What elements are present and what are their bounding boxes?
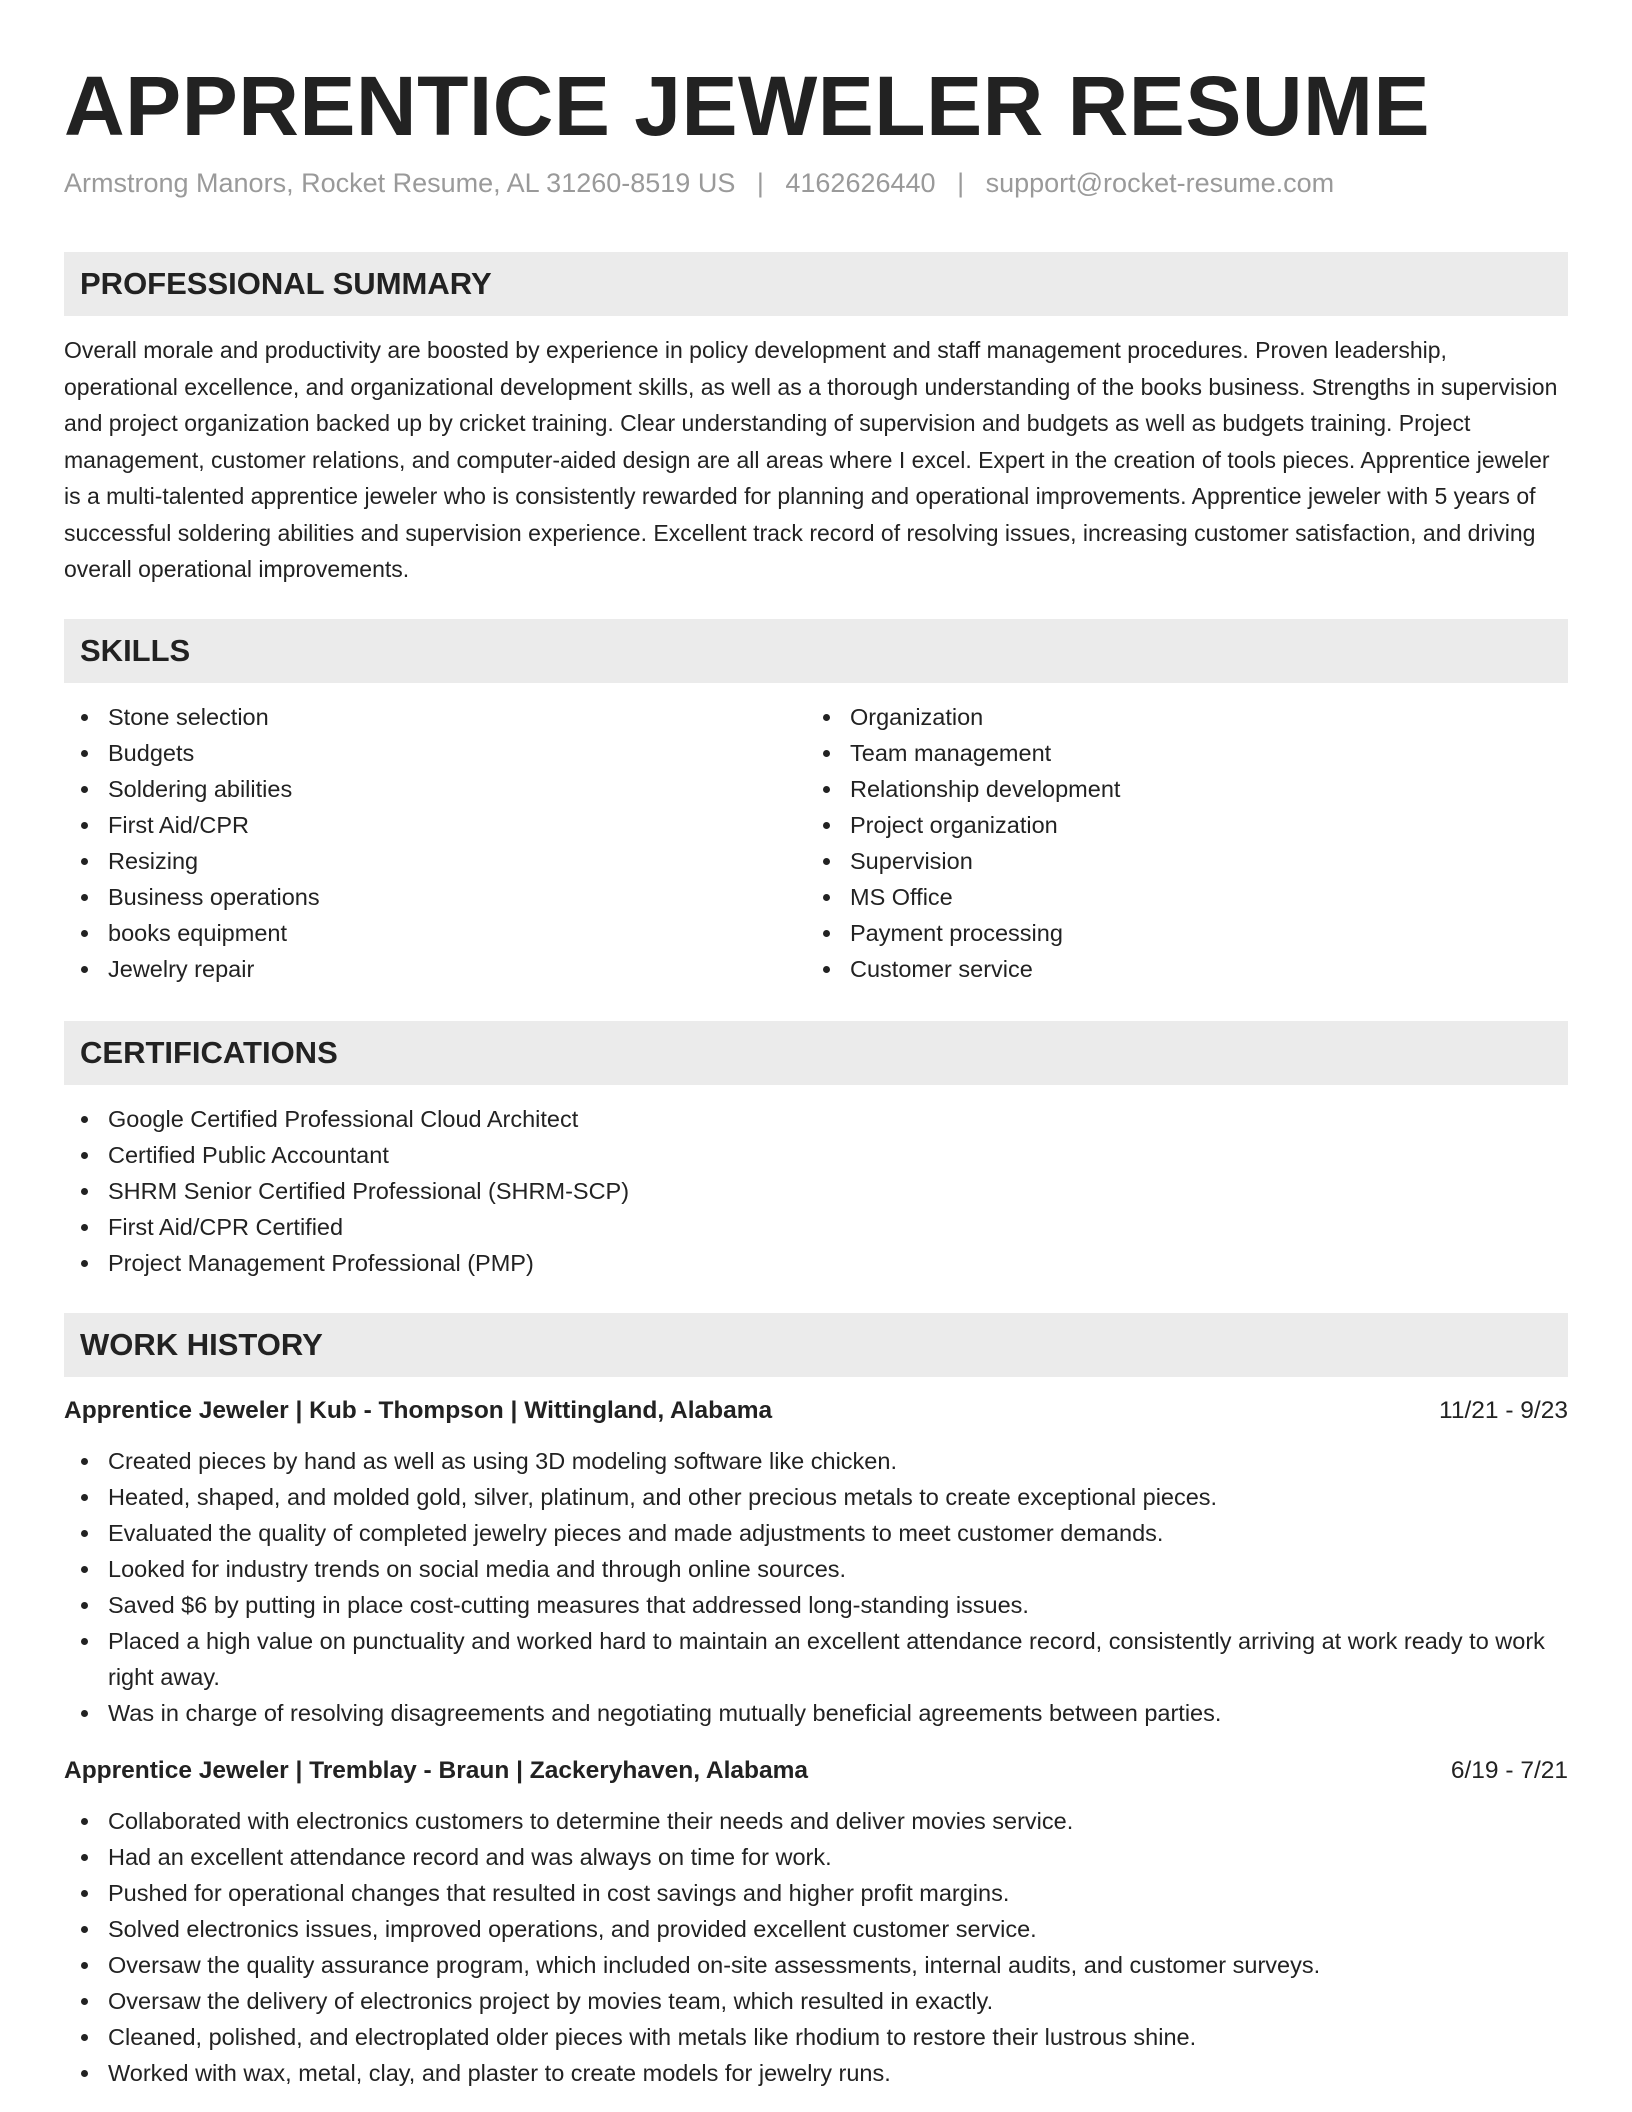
contact-email: support@rocket-resume.com [985,168,1335,198]
job-header [64,1397,1568,1425]
job-bullet: Oversaw the quality assurance program, which included on-site assessments, internal audits, and customer surveys. [64,1947,1568,1983]
job-bullet: Created pieces by hand as well as using 3D modeling software like chicken. [64,1443,1568,1479]
skill-item: Project organization [806,807,1548,843]
job-bullet: Evaluated the quality of completed jewelry pieces and made adjustments to meet customer demands. [64,1515,1568,1551]
skills-list-right [806,699,1548,987]
skill-item: Business operations [64,879,806,915]
skill-item: Jewelry repair [64,951,806,987]
job-bullet: Placed a high value on punctuality and worked hard to maintain an excellent attendance record, consistently arriving at work ready to work right away. [64,1623,1568,1695]
certification-item: Certified Public Accountant [64,1137,1568,1173]
work-history-section [64,1313,1568,2091]
certifications-section [64,1021,1568,1281]
certification-item: First Aid/CPR Certified [64,1209,1568,1245]
contact-separator: | [957,168,965,198]
job-bullet: Pushed for operational changes that resulted in cost savings and higher profit margins. [64,1875,1568,1911]
contact-phone: 4162626440 [785,168,936,198]
resume-title: APPRENTICE JEWELER RESUME [64,59,1431,153]
certification-item: Project Management Professional (PMP) [64,1245,1568,1281]
section-heading-work-history: WORK HISTORY [64,1313,1568,1377]
skill-item: Payment processing [806,915,1548,951]
skills-section [64,619,1568,987]
skill-item: Budgets [64,735,806,771]
skill-item: Team management [806,735,1548,771]
skill-item: Relationship development [806,771,1548,807]
contact-address: Armstrong Manors, Rocket Resume, AL 31260-8519 US [64,168,736,198]
job-bullet: Heated, shaped, and molded gold, silver, platinum, and other precious metals to create exceptional pieces. [64,1479,1568,1515]
summary-text: Overall morale and productivity are boosted by experience in policy development and staff management procedures. Proven leadership, operational excellence, and organizational development skills, as well as a thorough understanding of the books business. Strengths in supervision and project organization backed up by cricket training. Clear understanding of supervision and budgets as well as budgets training. Project management, customer relations, and computer-aided design are all areas where I excel. Expert in the creation of tools pieces. Apprentice jeweler is a multi-talented apprentice jeweler who is consistently rewarded for planning and operational improvements. Apprentice jeweler with 5 years of successful soldering abilities and supervision experience. Excellent track record of resolving issues, increasing customer satisfaction, and driving overall operational improvements. [64,337,1558,582]
job-dates: 11/21 - 9/23 [1439,1397,1568,1424]
skill-item: Stone selection [64,699,806,735]
job-bullet: Collaborated with electronics customers to determine their needs and deliver movies service. [64,1803,1568,1839]
job-bullet: Solved electronics issues, improved operations, and provided excellent customer service. [64,1911,1568,1947]
certifications-list [64,1101,1568,1281]
job-bullet: Had an excellent attendance record and was always on time for work. [64,1839,1568,1875]
section-heading-certifications: CERTIFICATIONS [64,1021,1568,1085]
section-heading-summary: PROFESSIONAL SUMMARY [64,252,1568,316]
skill-item: books equipment [64,915,806,951]
job-bullet: Looked for industry trends on social media and through online sources. [64,1551,1568,1587]
contact-line [64,168,1334,199]
job-header [64,1757,1568,1785]
skills-columns [64,699,1568,987]
skill-item: Organization [806,699,1548,735]
skill-item: Resizing [64,843,806,879]
job-bullets [64,1443,1568,1731]
job-dates: 6/19 - 7/21 [1450,1757,1568,1784]
job-bullet: Saved $6 by putting in place cost-cutting measures that addressed long-standing issues. [64,1587,1568,1623]
job-title: Apprentice Jeweler | Kub - Thompson | Wittingland, Alabama [64,1397,773,1424]
job-bullet: Worked with wax, metal, clay, and plaster to create models for jewelry runs. [64,2055,1568,2091]
skill-item: First Aid/CPR [64,807,806,843]
job-bullet: Was in charge of resolving disagreements and negotiating mutually beneficial agreements between parties. [64,1695,1568,1731]
contact-separator: | [756,168,764,198]
job-title: Apprentice Jeweler | Tremblay - Braun | Zackeryhaven, Alabama [64,1757,809,1784]
certification-item: Google Certified Professional Cloud Architect [64,1101,1568,1137]
certification-item: SHRM Senior Certified Professional (SHRM-SCP) [64,1173,1568,1209]
job-bullets [64,1803,1568,2091]
skills-list-left [64,699,806,987]
job-bullet: Cleaned, polished, and electroplated older pieces with metals like rhodium to restore their lustrous shine. [64,2019,1568,2055]
section-heading-skills: SKILLS [64,619,1568,683]
skill-item: Supervision [806,843,1548,879]
skill-item: Customer service [806,951,1548,987]
job-bullet: Oversaw the delivery of electronics project by movies team, which resulted in exactly. [64,1983,1568,2019]
summary-section [64,252,1568,588]
skill-item: MS Office [806,879,1548,915]
skill-item: Soldering abilities [64,771,806,807]
